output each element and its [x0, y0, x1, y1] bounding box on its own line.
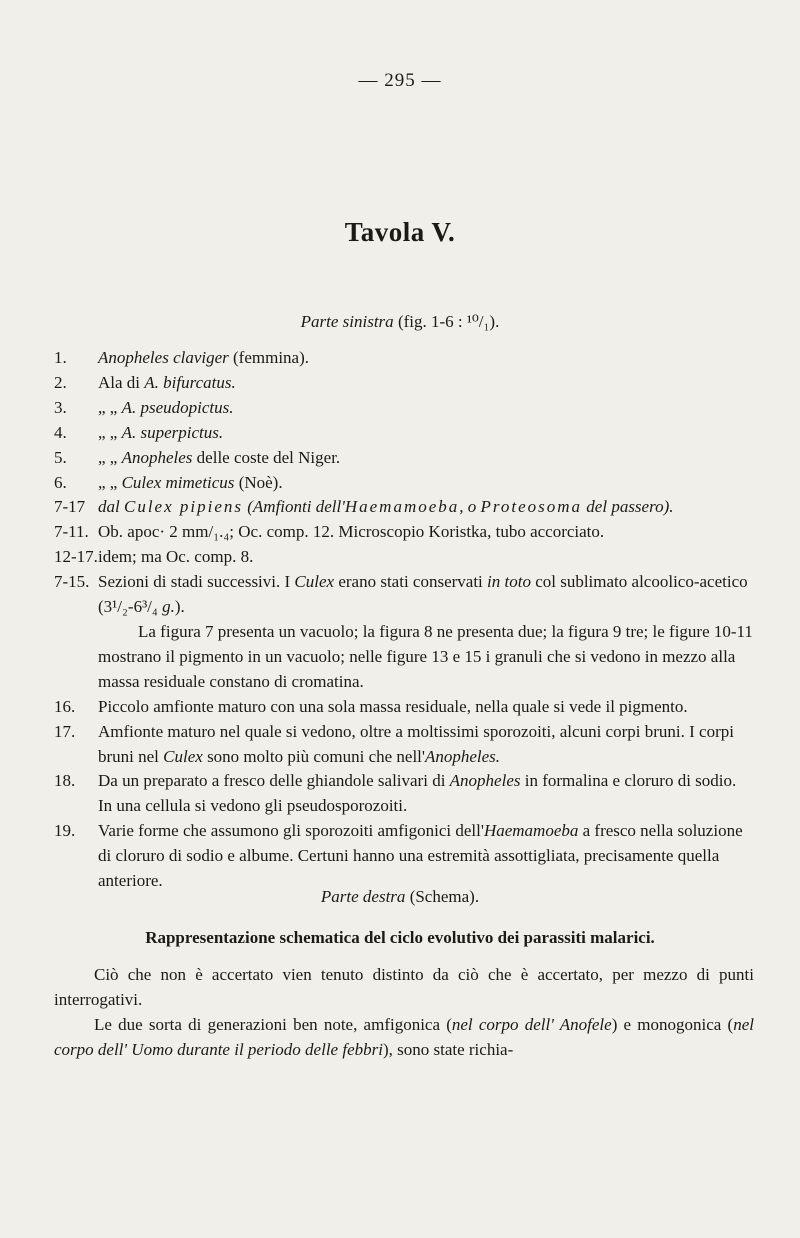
- text-run: Varie forme che assumono gli sporozoiti amfigonici dell': [98, 821, 484, 841]
- text-run: Culex: [294, 572, 335, 592]
- text-run: Amfionte maturo nel quale si vedono, oltre a moltissimi sporozoiti, alcuni corpi bruni. I corpi bruni nel: [98, 721, 734, 766]
- subtitle-suffix: (Schema).: [405, 887, 480, 906]
- text-run: Ala di: [98, 372, 145, 392]
- text-run: Anopheles claviger: [98, 348, 229, 367]
- text-run: Haemamoeba: [344, 497, 460, 517]
- intro-text: [54, 962, 754, 1062]
- text-run: col sublimato alcoolico-acetico (3¹/₂-6³/₄: [98, 572, 748, 617]
- text-run: nel corpo dell' Anofele: [451, 1015, 612, 1034]
- legend-text: [98, 545, 754, 570]
- text-run: „ „: [98, 397, 122, 417]
- subtitle-label: Parte sinistra: [300, 312, 394, 331]
- text-run: Da un preparato a fresco delle ghiandole salivari di: [98, 771, 450, 791]
- text-run: idem; ma Oc. comp. 8.: [98, 547, 254, 567]
- legend-text: [98, 495, 754, 520]
- subtitle-suffix: (fig. 1-6 : ¹⁰/₁).: [393, 312, 500, 331]
- plate-title: Tavola V.: [344, 217, 456, 247]
- legend-item: [54, 545, 754, 570]
- legend-number: 18.: [54, 771, 76, 791]
- legend-number: 7-17: [54, 497, 86, 517]
- legend-item: [54, 695, 754, 720]
- text-run: (Noè).: [234, 472, 283, 492]
- text-run: Culex pipiens: [123, 497, 243, 517]
- figure-legend-list: [54, 346, 754, 894]
- legend-item: [54, 819, 754, 894]
- text-run: „ „: [98, 422, 122, 442]
- text-run: delle coste del Niger.: [192, 447, 341, 467]
- legend-number: 17.: [54, 721, 76, 741]
- text-run: del passero).: [582, 497, 674, 517]
- legend-text: [98, 695, 754, 720]
- legend-text: [98, 720, 754, 770]
- legend-text: [98, 769, 754, 819]
- legend-text: [98, 520, 754, 545]
- text-run: dal: [98, 497, 124, 517]
- legend-item: [54, 769, 754, 819]
- text-run: Anopheles: [449, 771, 521, 791]
- legend-text: [98, 396, 754, 421]
- legend-number: 2.: [54, 372, 67, 392]
- text-run: A. superpictus.: [121, 422, 224, 442]
- text-run: A. bifurcatus.: [144, 372, 236, 392]
- legend-number: 12-17.: [54, 547, 98, 567]
- legend-text: [98, 371, 754, 396]
- legend-text: [98, 446, 754, 471]
- legend-item: [54, 371, 754, 396]
- text-run: Anopheles: [121, 447, 193, 467]
- page-number: — 295 —: [358, 70, 442, 91]
- text-run: A. pseudopictus.: [121, 397, 234, 417]
- text-run: Anopheles.: [424, 746, 501, 766]
- section-heading: Rappresentazione schematica del ciclo evolutivo dei parassiti malarici.: [145, 928, 655, 947]
- legend-number: 6.: [54, 472, 67, 492]
- legend-text: [98, 471, 754, 496]
- legend-number: 4.: [54, 422, 67, 442]
- text-run: Culex mimeticus: [121, 472, 235, 492]
- text-run: , o: [459, 497, 481, 517]
- legend-number: 7-11.: [54, 522, 89, 542]
- intro-paragraph: [54, 1012, 754, 1062]
- text-run: g.: [162, 597, 175, 617]
- text-run: in formalina e cloruro di sodio. In una cellula si vedono gli pseudosporozoiti.: [98, 771, 737, 816]
- text-run: ), sono state richia-: [382, 1040, 514, 1059]
- legend-number: 19.: [54, 821, 76, 841]
- text-run: sono molto più comuni che nell': [202, 746, 425, 766]
- subtitle-right-part: [0, 887, 800, 907]
- text-run: in toto: [487, 572, 531, 592]
- text-run: ).: [174, 597, 185, 617]
- legend-item: [54, 570, 754, 695]
- text-run: (Amfionti dell': [243, 497, 345, 517]
- text-run: „ „: [98, 447, 122, 467]
- legend-number: 1.: [54, 348, 67, 367]
- legend-item: [54, 346, 754, 371]
- text-run: (femmina).: [228, 348, 310, 367]
- legend-text: [98, 819, 754, 894]
- legend-item: [54, 446, 754, 471]
- text-run: Sezioni di stadi successivi. I: [98, 572, 295, 592]
- text-run: Le due sorta di generazioni ben note, amfigonica (: [94, 1015, 452, 1034]
- text-run: nel corpo dell' Uomo durante il periodo delle febbri: [54, 1015, 754, 1059]
- text-run: Piccolo amfionte maturo con una sola massa residuale, nella quale si vede il pigmento.: [98, 696, 688, 716]
- legend-item: [54, 520, 754, 545]
- legend-text: [98, 421, 754, 446]
- subtitle-left-part: [0, 312, 800, 332]
- legend-number: 3.: [54, 397, 67, 417]
- text-run: ) e monogonica (: [611, 1015, 734, 1034]
- legend-paragraph: La figura 7 presenta un vacuolo; la figura 8 ne presenta due; la figura 9 tre; le figure 10-11 mostrano il pigmento in un vacuolo; nelle figure 13 e 15 i granuli che si vedono in mezzo alla massa residuale constano di cromatina.: [98, 621, 753, 691]
- intro-paragraph: Ciò che non è accertato vien tenuto distinto da ciò che è accertato, per mezzo di punti interrogativi.: [54, 965, 754, 1009]
- legend-item: [54, 396, 754, 421]
- text-run: a fresco nella soluzione di cloruro di sodio e albume. Certuni hanno una estremità assottigliata, precisamente quella anteriore.: [98, 821, 743, 891]
- legend-number: 7-15.: [54, 572, 90, 592]
- legend-text: [98, 346, 754, 371]
- legend-item: [54, 471, 754, 496]
- legend-item: [54, 495, 754, 520]
- text-run: Ob. apoc· 2 mm/₁.₄; Oc. comp. 12. Microscopio Koristka, tubo accorciato.: [98, 522, 605, 542]
- text-run: Haemamoeba: [483, 821, 579, 841]
- text-run: „ „: [98, 472, 122, 492]
- legend-number: 16.: [54, 696, 76, 716]
- legend-text: [98, 570, 754, 695]
- subtitle-label: Parte destra: [320, 887, 406, 906]
- legend-item: [54, 421, 754, 446]
- text-run: erano stati conservati: [334, 572, 488, 592]
- text-run: Proteosoma: [480, 497, 583, 517]
- legend-item: [54, 720, 754, 770]
- text-run: Culex: [163, 746, 203, 766]
- legend-number: 5.: [54, 447, 67, 467]
